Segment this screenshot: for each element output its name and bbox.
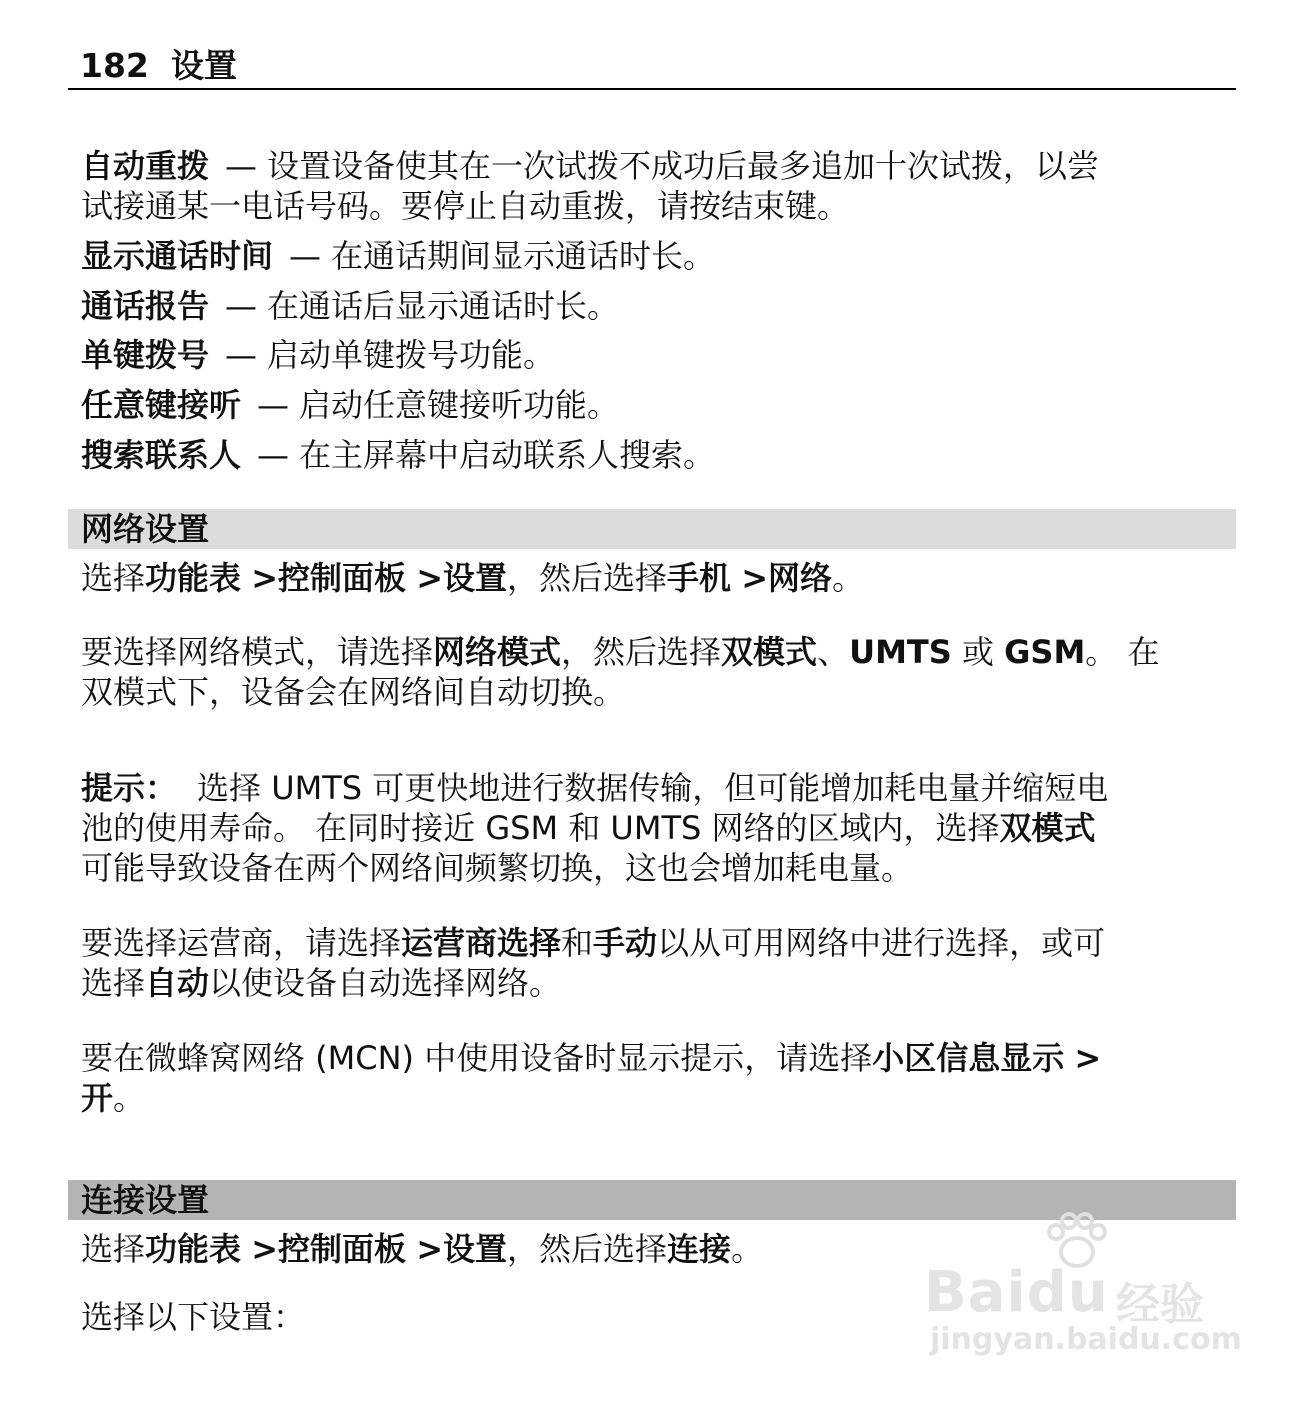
path-text: ，然后选择 — [507, 1230, 668, 1268]
paragraph-line — [81, 672, 625, 712]
page-header — [68, 44, 1236, 90]
text: 要选择网络模式，请选择 — [81, 633, 434, 671]
paragraph-line — [81, 923, 1105, 963]
text: 或 — [951, 633, 1005, 671]
paragraph-line — [81, 1038, 1101, 1078]
text: ，然后选择 — [561, 633, 722, 671]
em-dash: — — [257, 386, 290, 424]
definition-term: 任意键接听 — [81, 386, 242, 424]
definition-text: 试接通某一电话号码。要停止自动重拨，请按结束键。 — [81, 187, 850, 225]
definition-line — [81, 186, 849, 226]
definition-term: 自动重拨 — [81, 147, 210, 185]
path-item-menu: 功能表 — [145, 1230, 242, 1268]
tip-line — [81, 768, 1108, 808]
tip-text: 可能导致设备在两个网络间频繁切换，这也会增加耗电量。 — [81, 849, 914, 887]
section-heading-connection — [68, 1180, 1236, 1220]
definition-line — [81, 335, 555, 375]
text: 以从可用网络中进行选择，或可 — [657, 924, 1106, 962]
definition-term: 显示通话时间 — [81, 237, 274, 275]
watermark-logo: Baidu — [924, 1260, 1109, 1325]
text: 以使设备自动选择网络。 — [209, 964, 562, 1002]
watermark-jingyan: 经验 — [1116, 1279, 1204, 1330]
em-dash: — — [289, 237, 322, 275]
option-dual-mode: 双模式 — [721, 633, 818, 671]
menu-path — [81, 1229, 763, 1269]
option-manual: 手动 — [593, 924, 658, 962]
definition-line — [81, 236, 715, 276]
path-item-connection: 连接 — [667, 1230, 732, 1268]
path-item-network: 网络 — [768, 559, 833, 597]
tip-label: 提示： — [81, 769, 178, 807]
option-network-mode: 网络模式 — [433, 633, 562, 671]
definition-text: 设置设备使其在一次试拨不成功后最多追加十次试拨，以尝 — [267, 147, 1100, 185]
path-separator: > — [416, 1230, 444, 1268]
definition-line — [81, 385, 619, 425]
text: 选择 — [81, 964, 146, 1002]
em-dash: — — [225, 336, 258, 374]
section-title: 网络设置 — [81, 510, 210, 548]
definition-text: 启动单键拨号功能。 — [267, 336, 556, 374]
tip-text: 选择 UMTS 可更快地进行数据传输，但可能增加耗电量并缩短电 — [197, 769, 1109, 807]
option-gsm: GSM — [1004, 633, 1086, 671]
definition-term: 单键拨号 — [81, 336, 210, 374]
path-item-menu: 功能表 — [145, 559, 242, 597]
definition-line — [81, 435, 715, 475]
path-item-settings: 设置 — [443, 1230, 508, 1268]
path-text: ，然后选择 — [507, 559, 668, 597]
text: 、 — [817, 633, 850, 671]
path-end: 。 — [731, 1230, 764, 1268]
definition-line — [81, 146, 1099, 186]
path-separator: > — [251, 1230, 279, 1268]
text: 。 在 — [1085, 633, 1160, 671]
option-automatic: 自动 — [145, 964, 210, 1002]
path-separator: > — [1074, 1039, 1102, 1077]
path-separator: > — [741, 559, 769, 597]
em-dash: — — [225, 147, 258, 185]
definition-text: 启动任意键接听功能。 — [299, 386, 620, 424]
text: 选择以下设置： — [81, 1298, 306, 1336]
em-dash: — — [225, 287, 258, 325]
paragraph-line — [81, 1297, 305, 1337]
path-separator: > — [416, 559, 444, 597]
path-item-control-panel: 控制面板 — [278, 1230, 407, 1268]
section-title: 连接设置 — [81, 1181, 210, 1219]
text: 双模式下，设备会在网络间自动切换。 — [81, 673, 626, 711]
text: 要选择运营商，请选择 — [81, 924, 402, 962]
paragraph-line — [81, 1078, 145, 1118]
text: 和 — [561, 924, 594, 962]
text: 。 — [113, 1079, 146, 1117]
path-end: 。 — [832, 559, 865, 597]
path-item-settings: 设置 — [443, 559, 508, 597]
option-on: 开 — [81, 1079, 114, 1117]
definition-term: 搜索联系人 — [81, 436, 242, 474]
section-heading-network — [68, 509, 1236, 549]
em-dash: — — [257, 436, 290, 474]
option-cell-info-display: 小区信息显示 — [872, 1039, 1065, 1077]
paw-icon — [1042, 1212, 1112, 1272]
page-number: 182 — [80, 46, 149, 85]
path-prefix: 选择 — [81, 1230, 146, 1268]
tip-line — [81, 848, 913, 888]
paragraph-line — [81, 963, 561, 1003]
option-dual-mode: 双模式 — [999, 809, 1096, 847]
tip-line — [81, 808, 1096, 848]
tip-text: 池的使用寿命。 在同时接近 GSM 和 UMTS 网络的区域内，选择 — [81, 809, 1000, 847]
watermark-url: jingyan.baidu.com — [930, 1322, 1242, 1357]
text: 要在微蜂窝网络 (MCN) 中使用设备时显示提示，请选择 — [81, 1039, 873, 1077]
path-item-phone: 手机 — [667, 559, 732, 597]
definition-text: 在通话期间显示通话时长。 — [331, 237, 716, 275]
option-operator-selection: 运营商选择 — [401, 924, 562, 962]
definition-text: 在主屏幕中启动联系人搜索。 — [299, 436, 716, 474]
path-separator: > — [251, 559, 279, 597]
path-prefix: 选择 — [81, 559, 146, 597]
definition-line — [81, 286, 619, 326]
path-item-control-panel: 控制面板 — [278, 559, 407, 597]
definition-term: 通话报告 — [81, 287, 210, 325]
paragraph-line — [81, 632, 1159, 672]
page-section-title: 设置 — [170, 46, 237, 85]
option-umts: UMTS — [849, 633, 952, 671]
baidu-jingyan-watermark — [922, 1212, 1242, 1362]
definition-text: 在通话后显示通话时长。 — [267, 287, 620, 325]
menu-path — [81, 558, 864, 598]
